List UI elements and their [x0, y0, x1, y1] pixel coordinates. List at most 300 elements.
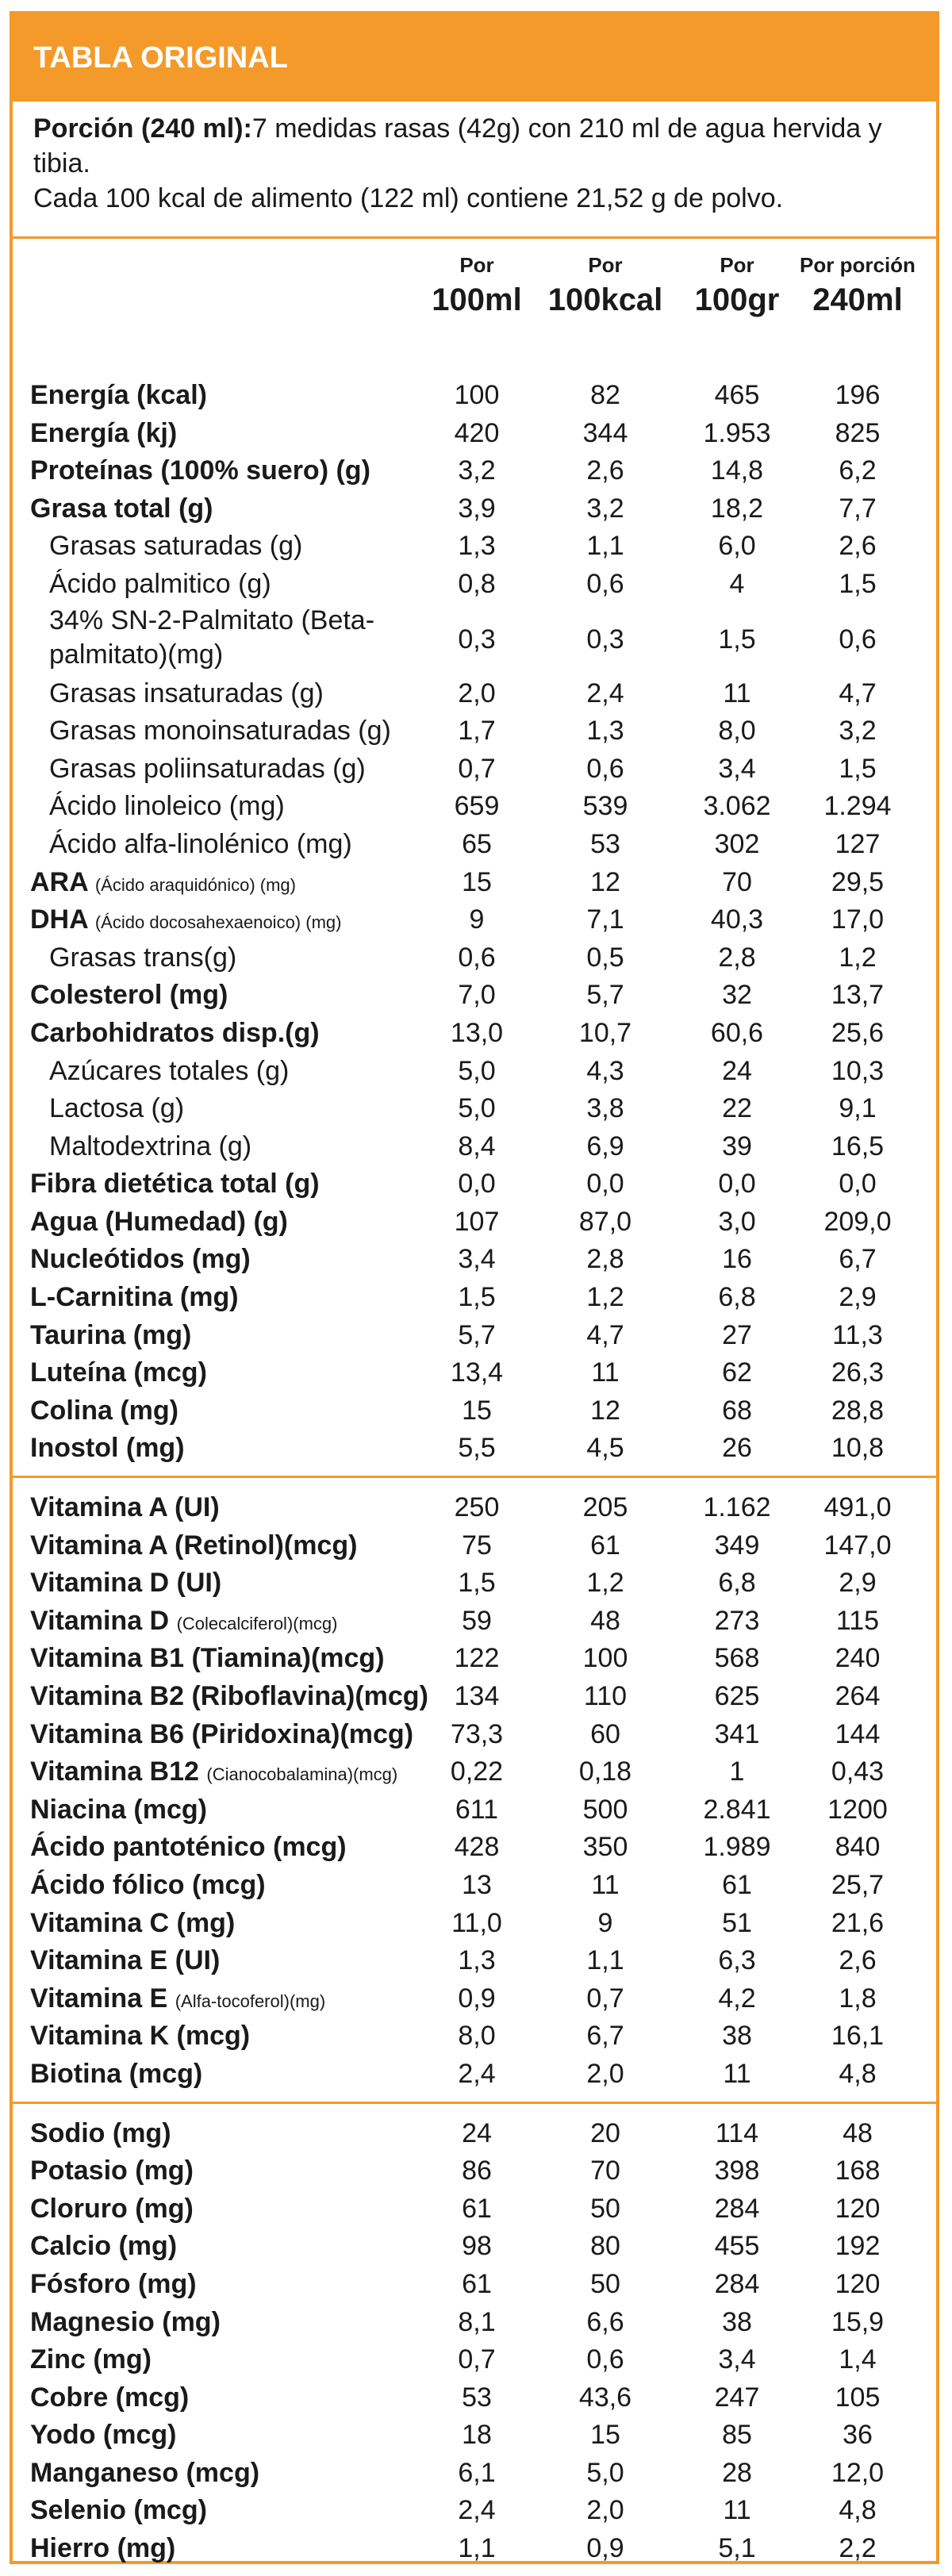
row-label-text: Niacina (mcg) — [30, 1794, 207, 1825]
row-value: 11,0 — [451, 1907, 502, 1938]
row-value: 39 — [722, 1131, 752, 1161]
row-value: 1,3 — [458, 531, 496, 562]
table-row — [13, 1090, 936, 1128]
table-row — [13, 1392, 936, 1430]
row-value: 2,4 — [458, 2058, 496, 2089]
row-value: 3.062 — [703, 791, 771, 822]
column-header-100gr — [678, 239, 797, 318]
row-value: 1,2 — [586, 1282, 624, 1313]
row-value: 5,7 — [458, 1319, 496, 1350]
row-value: 1,4 — [839, 2344, 877, 2375]
row-label-text: Vitamina B6 (Piridoxina)(mcg) — [30, 1718, 414, 1749]
row-value: 12 — [590, 1395, 620, 1426]
row-value: 0,8 — [458, 568, 496, 599]
row-value: 53 — [590, 828, 620, 859]
row-value: 11 — [723, 678, 751, 708]
row-value: 26,3 — [831, 1357, 885, 1388]
row-value: 100 — [582, 1643, 628, 1674]
row-label-text: Zinc (mg) — [30, 2344, 152, 2375]
row-value: 0,22 — [450, 1756, 504, 1787]
row-label — [30, 2152, 194, 2190]
row-value: 5,0 — [586, 2457, 624, 2488]
column-header-small: Por — [588, 253, 623, 277]
row-label — [30, 2304, 221, 2342]
row-value: 4,2 — [718, 1983, 756, 2014]
column-header-big: 240ml — [812, 282, 903, 317]
table-row — [13, 566, 936, 604]
table-body — [13, 366, 936, 2576]
row-value: 28,8 — [831, 1395, 885, 1426]
row-label — [30, 2530, 175, 2568]
row-value: 24 — [462, 2117, 492, 2148]
table-row — [13, 1430, 936, 1468]
row-value: 2,0 — [458, 678, 496, 708]
row-value: 16,5 — [831, 1131, 885, 1161]
row-label-text: Cloruro (mg) — [30, 2193, 194, 2224]
row-value: 4,8 — [839, 2058, 877, 2089]
row-value: 70 — [590, 2156, 620, 2186]
row-value: 147,0 — [823, 1530, 892, 1561]
row-label — [30, 1527, 357, 1565]
row-label — [30, 2341, 152, 2379]
row-value: 3,8 — [586, 1093, 624, 1124]
row-value: 1,5 — [458, 1282, 496, 1313]
row-label-text: Grasas insaturadas (g) — [49, 678, 324, 708]
table-row — [13, 675, 936, 713]
row-value: 0,5 — [586, 942, 624, 973]
row-value: 0,0 — [718, 1169, 756, 1200]
table-row — [13, 1489, 936, 1527]
row-value: 1.294 — [823, 791, 892, 822]
row-value: 15,9 — [831, 2306, 885, 2337]
row-label — [30, 2190, 194, 2229]
row-label — [30, 415, 177, 453]
row-value: 840 — [835, 1832, 881, 1863]
row-value: 53 — [462, 2382, 492, 2413]
table-row — [13, 377, 936, 415]
row-value: 14,8 — [710, 455, 764, 486]
table-row — [13, 2115, 936, 2153]
row-value: 611 — [455, 1794, 499, 1825]
row-value: 4,8 — [839, 2495, 877, 2526]
row-value: 1,7 — [458, 716, 496, 747]
row-value: 2,4 — [586, 678, 624, 708]
row-label — [49, 712, 391, 751]
row-value: 61 — [722, 1869, 752, 1900]
row-value: 3,4 — [718, 753, 756, 784]
row-value: 25,6 — [831, 1017, 885, 1048]
table-row — [13, 2228, 936, 2266]
row-value: 350 — [582, 1832, 628, 1863]
row-value: 15 — [462, 866, 492, 897]
row-label — [30, 490, 213, 528]
row-value: 428 — [454, 1832, 500, 1863]
row-value: 3,4 — [718, 2344, 756, 2375]
row-value: 4,5 — [586, 1433, 624, 1464]
row-label — [49, 939, 236, 977]
row-value: 15 — [590, 2420, 620, 2451]
row-value: 1200 — [827, 1794, 888, 1825]
row-value: 0,7 — [586, 1983, 624, 2014]
table-title: TABLA ORIGINAL — [13, 14, 936, 102]
row-value: 48 — [843, 2117, 873, 2148]
table-row — [13, 604, 936, 675]
row-value: 0,43 — [831, 1756, 885, 1787]
row-value: 105 — [835, 2382, 881, 2413]
row-value: 1,3 — [586, 716, 624, 747]
row-label — [30, 2379, 189, 2417]
table-row — [13, 1564, 936, 1603]
table-row — [13, 1165, 936, 1204]
row-label — [30, 1905, 235, 1943]
column-header-small: Por — [459, 253, 494, 277]
row-value: 98 — [462, 2231, 492, 2262]
row-value: 2,6 — [839, 1945, 877, 1976]
row-value: 9 — [469, 904, 485, 935]
row-value: 32 — [722, 980, 752, 1011]
row-value: 107 — [454, 1206, 500, 1237]
table-row — [13, 751, 936, 789]
row-value: 5,0 — [458, 1093, 496, 1124]
row-label-text: Selenio (mcg) — [30, 2495, 207, 2526]
row-value: 465 — [714, 380, 760, 410]
row-label-text: 34% SN-2-Palmitato (Beta-palmitato)(mg) — [49, 605, 375, 670]
row-value: 28 — [722, 2457, 752, 2488]
table-row — [13, 2417, 936, 2455]
row-value: 0,3 — [458, 624, 496, 655]
table-row — [13, 977, 936, 1015]
row-label — [49, 788, 285, 826]
row-value: 11 — [723, 2058, 751, 2089]
row-label — [30, 901, 341, 942]
table-row — [13, 1640, 936, 1678]
row-label-text: Vitamina C (mg) — [30, 1907, 236, 1938]
row-label — [30, 1678, 428, 1716]
row-label — [30, 1241, 251, 1279]
row-label-sub: (Ácido docosahexaenoico) (mg) — [94, 912, 342, 933]
row-value: 1,2 — [839, 942, 877, 973]
row-value: 455 — [714, 2231, 760, 2262]
row-value: 61 — [462, 2268, 492, 2299]
row-value: 6,8 — [718, 1282, 756, 1313]
row-value: 38 — [722, 2021, 752, 2052]
row-label-text: Vitamina D — [30, 1605, 170, 1636]
table-row — [13, 1716, 936, 1754]
table-row — [13, 415, 936, 453]
row-value: 1,3 — [458, 1945, 496, 1976]
row-label — [30, 1430, 185, 1468]
table-row — [13, 528, 936, 566]
row-label-text: Ácido pantoténico (mcg) — [30, 1832, 347, 1863]
row-value: 127 — [835, 828, 881, 859]
row-label-text: Azúcares totales (g) — [49, 1055, 290, 1086]
row-label — [30, 1829, 347, 1867]
row-value: 1.953 — [703, 417, 771, 448]
row-value: 4,7 — [839, 678, 877, 708]
portion-text: 7 medidas rasas (42g) con 210 ml de agua hervida y tibia. — [33, 113, 882, 179]
row-value: 12,0 — [831, 2457, 885, 2488]
row-value: 13,0 — [450, 1017, 504, 1048]
row-value: 68 — [722, 1395, 752, 1426]
row-value: 625 — [714, 1681, 760, 1711]
table-row — [13, 1980, 936, 2018]
column-header-big: 100ml — [432, 282, 522, 317]
table-row — [13, 2190, 936, 2229]
row-value: 3,2 — [839, 716, 877, 747]
row-value: 0,6 — [586, 568, 624, 599]
row-label — [30, 452, 370, 490]
table-row — [13, 939, 936, 977]
row-label-sub: (Colecalciferol)(mcg) — [176, 1613, 338, 1634]
row-label — [30, 2266, 197, 2304]
row-value: 15 — [462, 1395, 492, 1426]
row-label — [30, 977, 228, 1015]
row-value: 6,8 — [718, 1568, 756, 1599]
row-value: 341 — [714, 1718, 760, 1749]
table-row — [13, 1678, 936, 1716]
row-label — [49, 1128, 251, 1166]
row-value: 349 — [714, 1530, 760, 1561]
row-label — [30, 2492, 207, 2530]
row-value: 302 — [714, 828, 760, 859]
row-label-text: Proteínas (100% suero) (g) — [30, 455, 370, 486]
table-row — [13, 1204, 936, 1242]
row-label — [30, 1279, 239, 1317]
row-label — [30, 1564, 221, 1603]
row-label-text: Ácido fólico (mcg) — [30, 1869, 266, 1900]
row-label — [30, 1753, 397, 1794]
table-section — [13, 1478, 936, 2102]
row-value: 209,0 — [823, 1206, 892, 1237]
row-value: 24 — [722, 1055, 752, 1086]
row-value: 2,6 — [839, 531, 877, 562]
row-label-text: Lactosa (g) — [49, 1093, 185, 1124]
row-label-text: Vitamina A (UI) — [30, 1492, 220, 1523]
row-value: 25,7 — [831, 1869, 885, 1900]
row-value: 0,9 — [586, 2533, 624, 2564]
row-value: 205 — [582, 1492, 628, 1523]
row-value: 568 — [714, 1643, 760, 1674]
row-value: 115 — [835, 1605, 880, 1636]
table-row — [13, 1791, 936, 1829]
row-label — [49, 604, 446, 672]
row-value: 4 — [729, 568, 745, 599]
row-value: 8,4 — [458, 1131, 496, 1161]
row-value: 1.989 — [703, 1832, 771, 1863]
row-value: 9 — [597, 1907, 613, 1938]
row-value: 1,5 — [839, 568, 877, 599]
row-label-text: Energía (kj) — [30, 417, 178, 448]
row-label-text: Grasa total (g) — [30, 493, 213, 524]
row-value: 3,9 — [458, 493, 496, 524]
row-value: 1,1 — [458, 2533, 496, 2564]
column-header-100kcal — [546, 239, 665, 318]
row-value: 500 — [582, 1794, 628, 1825]
table-section — [13, 366, 936, 1476]
row-value: 825 — [835, 417, 881, 448]
row-value: 264 — [835, 1681, 881, 1711]
row-value: 20 — [590, 2117, 620, 2148]
row-value: 5,0 — [458, 1055, 496, 1086]
row-value: 18,2 — [710, 493, 764, 524]
row-label-text: Calcio (mg) — [30, 2231, 178, 2262]
column-header-big: 100kcal — [547, 282, 663, 317]
row-label-sub: (Cianocobalamina)(mcg) — [206, 1764, 398, 1785]
row-label-text: Vitamina K (mcg) — [30, 2021, 251, 2052]
row-label-text: Energía (kcal) — [30, 380, 207, 410]
table-row — [13, 1053, 936, 1091]
row-value: 120 — [835, 2193, 881, 2224]
row-value: 8,1 — [458, 2306, 496, 2337]
row-value: 4,7 — [586, 1319, 624, 1350]
row-label — [30, 1716, 413, 1754]
table-row — [13, 712, 936, 751]
row-value: 2,6 — [586, 455, 624, 486]
table-row — [13, 1128, 936, 1166]
row-value: 100 — [454, 380, 500, 410]
row-value: 2,0 — [586, 2495, 624, 2526]
row-value: 1 — [729, 1756, 745, 1787]
table-row — [13, 490, 936, 528]
row-value: 21,6 — [831, 1907, 885, 1938]
row-value: 80 — [590, 2231, 620, 2262]
table-row — [13, 2530, 936, 2568]
row-value: 3,4 — [458, 1244, 496, 1275]
row-value: 87,0 — [578, 1206, 632, 1237]
row-value: 2.841 — [703, 1794, 771, 1825]
row-value: 398 — [714, 2156, 760, 2186]
table-row — [13, 1829, 936, 1867]
table-row — [13, 788, 936, 826]
table-row — [13, 2056, 936, 2094]
row-value: 8,0 — [458, 2021, 496, 2052]
table-row — [13, 1527, 936, 1565]
row-value: 50 — [590, 2193, 620, 2224]
row-value: 11 — [723, 2495, 751, 2526]
row-label-text: Ácido alfa-linolénico (mg) — [49, 828, 352, 859]
row-value: 6,2 — [839, 455, 877, 486]
row-label-sub: (Alfa-tocoferol)(mg) — [175, 1991, 326, 2011]
row-value: 192 — [835, 2231, 881, 2262]
row-value: 6,7 — [839, 1244, 877, 1275]
table-row — [13, 2341, 936, 2379]
row-value: 16,1 — [831, 2021, 885, 2052]
row-value: 75 — [462, 1530, 492, 1561]
row-label-text: Sodio (mg) — [30, 2117, 171, 2148]
row-label-text: Luteína (mcg) — [30, 1357, 207, 1388]
row-value: 284 — [714, 2193, 760, 2224]
row-value: 11,3 — [832, 1319, 883, 1350]
row-value: 0,7 — [458, 753, 496, 784]
row-value: 250 — [454, 1492, 500, 1523]
row-value: 10,7 — [578, 1017, 632, 1048]
table-row — [13, 1905, 936, 1943]
row-value: 1,5 — [458, 1568, 496, 1599]
row-value: 1.162 — [703, 1492, 771, 1523]
row-value: 38 — [722, 2306, 752, 2337]
row-label-text: Inostol (mg) — [30, 1433, 185, 1464]
row-value: 10,8 — [831, 1433, 885, 1464]
row-label-text: Manganeso (mcg) — [30, 2457, 260, 2488]
row-value: 85 — [722, 2420, 752, 2451]
row-value: 2,9 — [839, 1282, 877, 1313]
row-label — [49, 826, 352, 864]
table-row — [13, 452, 936, 490]
row-label-text: L-Carnitina (mg) — [30, 1282, 239, 1313]
row-value: 5,1 — [718, 2533, 756, 2564]
row-label — [30, 1640, 385, 1678]
row-value: 114 — [715, 2117, 759, 2148]
nutrition-table — [10, 11, 939, 2564]
row-label — [49, 1053, 289, 1091]
row-value: 18 — [462, 2420, 492, 2451]
row-value: 4,3 — [586, 1055, 624, 1086]
table-row — [13, 1603, 936, 1641]
row-value: 247 — [714, 2382, 760, 2413]
column-header-small: Por — [720, 253, 754, 277]
row-value: 7,7 — [839, 493, 877, 524]
row-label-text: Biotina (mcg) — [30, 2058, 203, 2089]
row-value: 2,9 — [839, 1568, 877, 1599]
row-label — [49, 1090, 184, 1128]
row-value: 1,8 — [839, 1983, 877, 2014]
table-row — [13, 2455, 936, 2493]
row-value: 29,5 — [831, 866, 885, 897]
row-value: 60,6 — [710, 1017, 764, 1048]
row-value: 2,8 — [718, 942, 756, 973]
table-row — [13, 1867, 936, 1905]
table-row — [13, 2379, 936, 2417]
row-value: 61 — [590, 1530, 620, 1561]
row-value: 11 — [591, 1869, 620, 1900]
row-label-text: Ácido palmitico (g) — [49, 568, 271, 599]
table-row — [13, 1317, 936, 1355]
row-label — [30, 2056, 202, 2094]
row-value: 86 — [462, 2156, 492, 2186]
row-label — [30, 2417, 176, 2455]
row-label — [49, 751, 366, 789]
column-header-big: 100gr — [694, 282, 780, 317]
row-label-text: Colina (mg) — [30, 1395, 178, 1426]
row-value: 3,2 — [458, 455, 496, 486]
row-label-text: Grasas saturadas (g) — [49, 531, 303, 562]
row-value: 12 — [590, 866, 620, 897]
row-value: 168 — [835, 2156, 881, 2186]
row-value: 0,18 — [578, 1756, 632, 1787]
row-value: 6,7 — [586, 2021, 624, 2052]
row-value: 6,0 — [718, 531, 756, 562]
row-value: 0,6 — [586, 753, 624, 784]
row-label — [49, 675, 324, 713]
row-value: 62 — [722, 1357, 752, 1388]
row-value: 6,9 — [586, 1131, 624, 1161]
column-header-100ml — [417, 239, 536, 318]
row-value: 344 — [582, 417, 628, 448]
table-row — [13, 2492, 936, 2530]
row-value: 73,3 — [450, 1718, 504, 1749]
row-value: 2,4 — [458, 2495, 496, 2526]
row-value: 9,1 — [839, 1093, 877, 1124]
row-value: 5,7 — [586, 980, 624, 1011]
row-value: 22 — [722, 1093, 752, 1124]
table-row — [13, 2152, 936, 2190]
row-value: 0,3 — [586, 624, 624, 655]
row-label-sub: (Ácido araquidónico) (mg) — [94, 874, 296, 895]
row-value: 0,6 — [458, 942, 496, 973]
row-label-text: Grasas poliinsaturadas (g) — [49, 753, 366, 784]
row-value: 284 — [714, 2268, 760, 2299]
row-value: 51 — [722, 1907, 752, 1938]
